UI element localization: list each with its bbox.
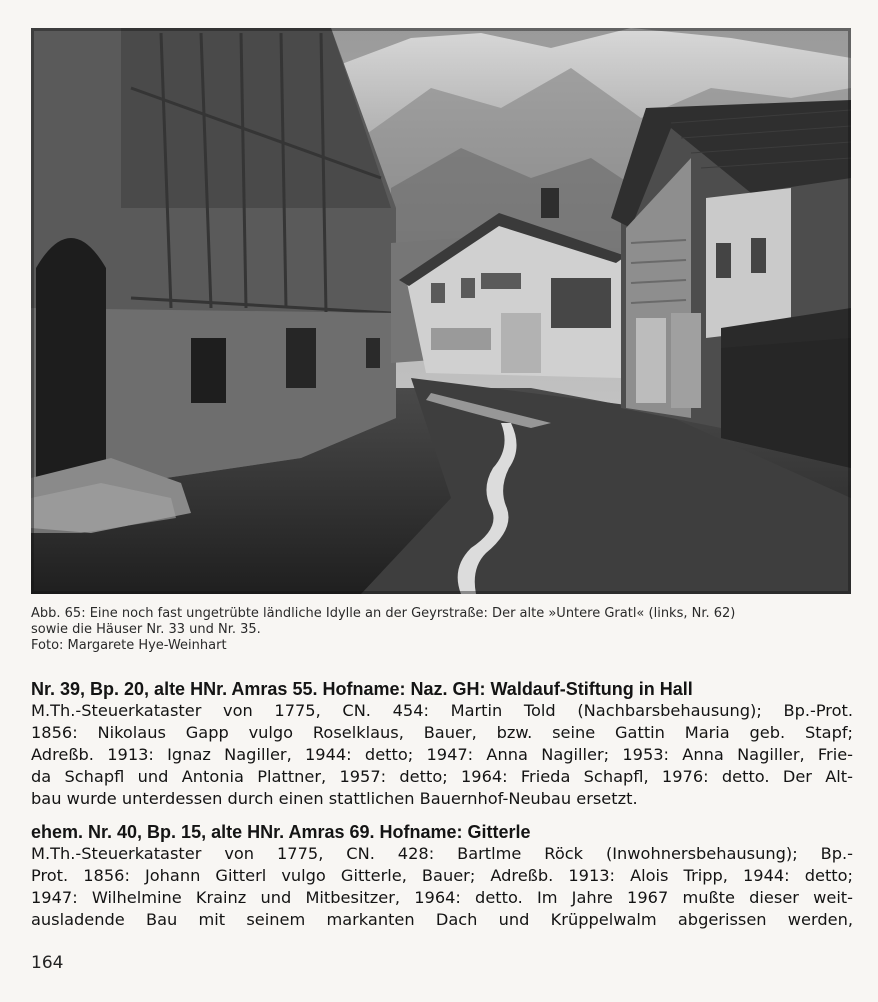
entry-text-line: 1947: Wilhelmine Krainz und Mitbesitzer, 1964: detto. Im Jahre 1967 mußte dieser weit-	[31, 888, 853, 907]
entry-text-line: Adreßb. 1913: Ignaz Nagiller, 1944: detto; 1947: Anna Nagiller; 1953: Anna Nagiller, Frie-	[31, 745, 853, 764]
property-entry	[31, 678, 853, 810]
entry-text-line: M.Th.-Steuerkataster von 1775, CN. 428: Bartlme Röck (Inwohnersbehausung); Bp.-	[31, 844, 853, 863]
photo-credit: Foto: Margarete Hye-Weinhart	[31, 638, 227, 653]
caption-line: Abb. 65: Eine noch fast ungetrübte ländliche Idylle an der Geyrstraße: Der alte »Untere Gratl« (links, Nr. 62)	[31, 606, 736, 621]
caption-line: sowie die Häuser Nr. 33 und Nr. 35.	[31, 622, 261, 637]
entry-heading: Nr. 39, Bp. 20, alte HNr. Amras 55. Hofname: Naz. GH: Waldauf-Stiftung in Hall	[31, 679, 693, 699]
entry-text-line: Prot. 1856: Johann Gitterl vulgo Gitterle, Bauer; Adreßb. 1913: Alois Tripp, 1944: detto;	[31, 866, 853, 885]
entry-text-line: ausladende Bau mit seinem markanten Dach und Krüppelwalm abgerissen werden,	[31, 910, 853, 929]
entry-text-line: M.Th.-Steuerkataster von 1775, CN. 454: Martin Told (Nachbarsbehausung); Bp.-Prot.	[31, 701, 853, 720]
entry-text-line: da Schapfl und Antonia Plattner, 1957: detto; 1964: Frieda Schapfl, 1976: detto. Der Alt-	[31, 767, 853, 786]
property-entry	[31, 821, 853, 931]
historic-street-photo	[31, 28, 851, 594]
page-number: 164	[31, 953, 64, 973]
street-photo-illustration	[31, 28, 851, 594]
entry-heading: ehem. Nr. 40, Bp. 15, alte HNr. Amras 69. Hofname: Gitterle	[31, 822, 531, 842]
entry-text-line: bau wurde unterdessen durch einen stattlichen Bauernhof-Neubau ersetzt.	[31, 789, 638, 808]
entry-text-line: 1856: Nikolaus Gapp vulgo Roselklaus, Bauer, bzw. seine Gattin Maria geb. Stapf;	[31, 723, 853, 742]
photo-caption	[31, 606, 853, 654]
